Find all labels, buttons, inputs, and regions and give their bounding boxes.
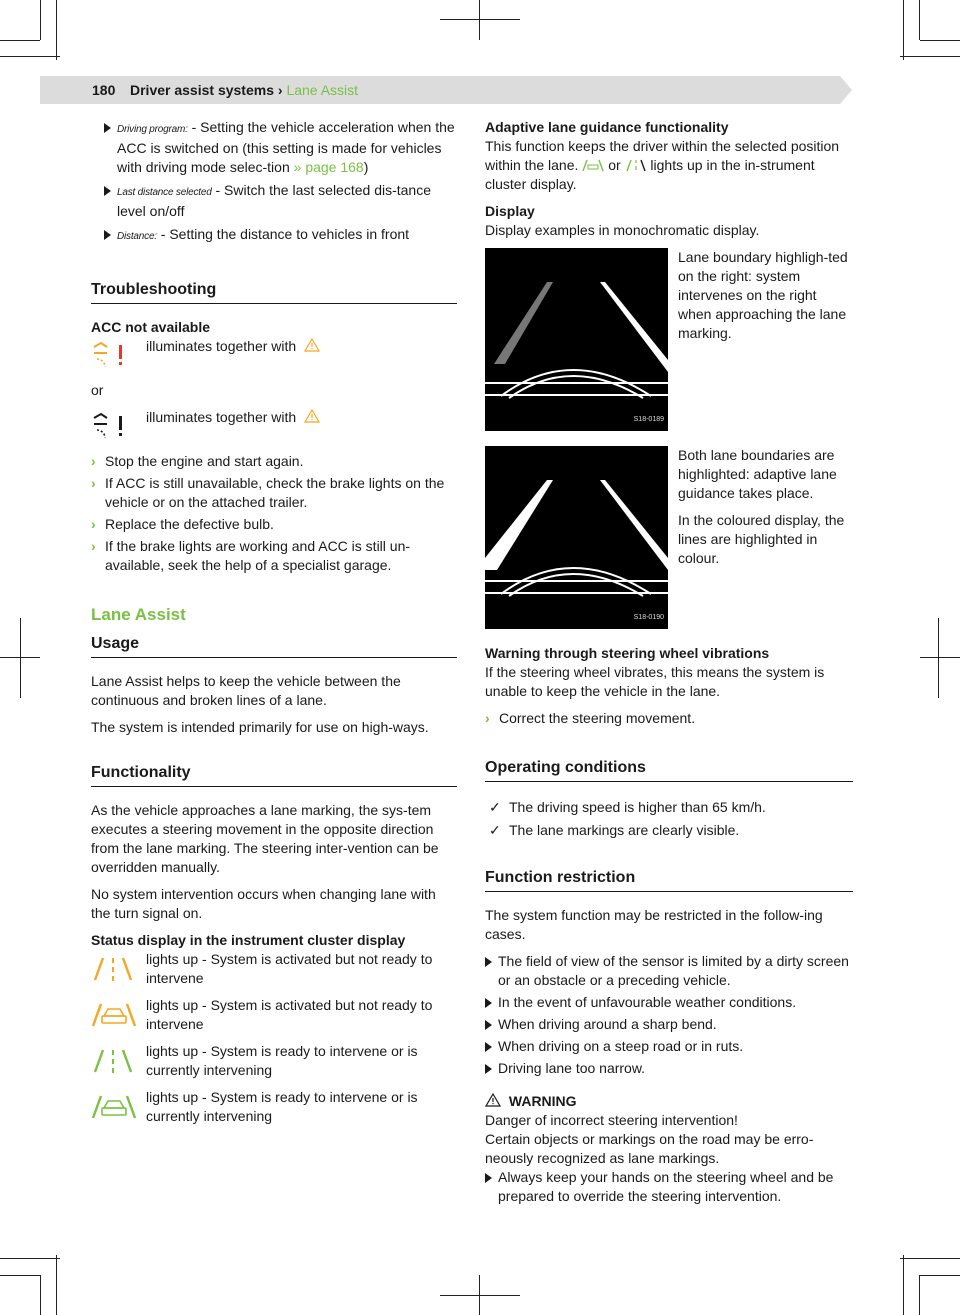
triangle-bullet-icon	[485, 1042, 492, 1052]
acc-fault-black-icon	[91, 410, 127, 442]
left-column	[91, 118, 457, 1134]
chevron-bullet-icon: ›	[91, 538, 96, 554]
lane-display-image	[485, 446, 668, 629]
figure-caption-text: In the coloured display, the lines are highlighted in colour.	[678, 512, 845, 566]
menu-item-text: - Setting the distance to vehicles in front	[156, 226, 410, 242]
warning-triangle-icon	[485, 1093, 501, 1107]
crop-mark	[938, 618, 939, 698]
figure-caption	[678, 446, 853, 576]
acc-not-available-heading: ACC not available	[91, 319, 211, 335]
operating-conditions-heading: Operating conditions	[485, 758, 853, 782]
triangle-bullet-icon	[485, 998, 492, 1008]
display-heading: Display	[485, 203, 535, 219]
crop-mark	[0, 1275, 40, 1276]
figure-code: S18-0190	[633, 614, 664, 621]
lane-lines-orange-icon	[91, 952, 135, 984]
or-text: or	[608, 157, 621, 173]
troubleshooting-heading: Troubleshooting	[91, 280, 457, 304]
crop-mark	[903, 1255, 904, 1315]
crop-mark	[40, 1275, 41, 1315]
display-figure	[485, 248, 853, 434]
lane-lines-green-icon	[91, 1044, 135, 1076]
condition-text: The driving speed is higher than 65 km/h.	[509, 799, 766, 815]
crop-mark	[479, 1275, 480, 1315]
crop-mark	[920, 657, 960, 658]
right-column	[485, 118, 853, 1209]
functionality-heading: Functionality	[91, 763, 457, 787]
menu-item-label: Driving program:	[117, 124, 188, 135]
function-restriction-heading: Function restriction	[485, 868, 853, 892]
crop-mark	[56, 0, 57, 60]
warning-box	[485, 1092, 853, 1206]
restriction-item	[485, 1059, 853, 1078]
display-figure	[485, 446, 853, 632]
display-subtitle: Display examples in monochromatic display.	[485, 222, 760, 238]
lane-assist-heading: Lane Assist	[91, 605, 186, 624]
triangle-bullet-icon	[104, 230, 111, 240]
figure-caption-text: Lane boundary highligh-ted on the right: system intervenes on the right when approaching the lane marking.	[678, 249, 848, 341]
breadcrumb	[130, 82, 358, 98]
menu-item	[91, 181, 457, 221]
figure-code: S18-0189	[633, 416, 664, 423]
illuminates-text: illuminates together with	[146, 338, 297, 354]
vibration-paragraph: If the steering wheel vibrates, this means the system is unable to keep the vehicle in the lane.	[485, 664, 825, 699]
triangle-bullet-icon	[485, 957, 492, 967]
lane-car-green-icon	[91, 1090, 137, 1122]
restriction-text: Driving lane too narrow.	[498, 1060, 646, 1076]
acc-warning-row	[91, 408, 457, 446]
chevron-bullet-icon: ›	[91, 453, 96, 469]
status-text: lights up - System is activated but not ready to intervene	[146, 997, 433, 1032]
crop-mark	[0, 1258, 60, 1259]
page-number: 180	[92, 82, 116, 98]
status-item	[91, 950, 457, 990]
crop-mark	[900, 1258, 960, 1259]
warning-triangle-icon	[304, 338, 320, 352]
restriction-text: The field of view of the sensor is limited by a dirty screen or an obstacle or a preceding vehicle.	[498, 953, 849, 988]
restriction-text: In the event of unfavourable weather conditions.	[498, 994, 797, 1010]
warning-step-text: Always keep your hands on the steering wheel and be prepared to override the steering intervention.	[498, 1169, 834, 1204]
restriction-item	[485, 1037, 853, 1056]
step-text: If ACC is still unavailable, check the brake lights on the vehicle or on the attached trailer.	[105, 475, 445, 510]
step-text: If the brake lights are working and ACC is still un-available, seek the help of a specialist garage.	[105, 538, 411, 573]
functionality-paragraph: No system intervention occurs when changing lane with the turn signal on.	[91, 886, 436, 921]
illuminates-text: illuminates together with	[146, 409, 297, 425]
menu-item	[91, 118, 457, 177]
adaptive-heading: Adaptive lane guidance functionality	[485, 119, 729, 135]
restriction-text: When driving on a steep road or in ruts.	[498, 1038, 744, 1054]
status-item	[91, 996, 457, 1036]
menu-item-label: Last distance selected	[117, 187, 212, 198]
step-item	[91, 474, 457, 512]
page-link[interactable]: » page 168	[293, 159, 364, 175]
condition-item	[485, 798, 853, 817]
warning-text: Certain objects or markings on the road may be erro-neously recognized as lane markings.	[485, 1131, 814, 1166]
lane-right-highlighted-graphic	[485, 248, 668, 431]
status-display-heading: Status display in the instrument cluster display	[91, 932, 406, 948]
acc-fault-orange-icon	[91, 339, 127, 371]
step-item	[91, 452, 457, 471]
usage-heading: Usage	[91, 634, 457, 658]
crop-mark	[479, 0, 480, 40]
page-header	[40, 76, 852, 104]
breadcrumb-section: Driver assist systems	[130, 82, 274, 98]
triangle-bullet-icon	[104, 186, 111, 196]
step-item	[485, 709, 853, 728]
status-text: lights up - System is ready to intervene or is currently intervening	[146, 1043, 418, 1078]
restriction-item	[485, 952, 853, 990]
crop-mark	[0, 40, 40, 41]
warning-triangle-icon	[304, 409, 320, 423]
condition-text: The lane markings are clearly visible.	[509, 822, 740, 838]
figure-caption-text: Both lane boundaries are highlighted: adaptive lane guidance takes place.	[678, 447, 837, 501]
checkmark-icon: ✓	[489, 822, 501, 838]
breadcrumb-subsection: Lane Assist	[286, 82, 359, 98]
restriction-item	[485, 1015, 853, 1034]
adaptive-text: This function keeps the driver within the selected position within the lane.	[485, 138, 840, 173]
status-text: lights up - System is ready to intervene or is currently intervening	[146, 1089, 418, 1124]
lane-display-image	[485, 248, 668, 431]
chevron-bullet-icon: ›	[485, 710, 490, 726]
usage-paragraph: Lane Assist helps to keep the vehicle between the continuous and broken lines of a lane.	[91, 673, 401, 708]
status-item	[91, 1042, 457, 1082]
menu-item-text: - Switch the last selected dis-tance level on/off	[117, 182, 431, 219]
crop-mark	[40, 0, 41, 40]
step-item	[91, 515, 457, 534]
crop-mark	[440, 19, 520, 20]
crop-mark	[920, 40, 960, 41]
crop-mark	[20, 618, 21, 698]
crop-mark	[920, 1275, 960, 1276]
step-text: Stop the engine and start again.	[105, 453, 304, 469]
lane-both-highlighted-graphic	[485, 446, 668, 629]
adaptive-paragraph	[485, 137, 853, 194]
menu-item	[91, 225, 457, 246]
chevron-bullet-icon: ›	[91, 516, 96, 532]
triangle-bullet-icon	[485, 1173, 492, 1183]
lane-car-green-icon	[582, 158, 604, 172]
status-item	[91, 1088, 457, 1128]
menu-item-text: - Setting the vehicle acceleration when the ACC is switched on (this setting is made for vehicles with driving mode selec-tion	[117, 119, 455, 175]
lane-lines-green-icon	[625, 158, 647, 172]
menu-item-tail: )	[363, 159, 369, 175]
warning-title: WARNING	[508, 1093, 577, 1109]
figure-caption	[678, 248, 853, 351]
lane-car-orange-icon	[91, 998, 137, 1030]
restriction-item	[485, 993, 853, 1012]
checkmark-icon: ✓	[489, 799, 501, 815]
condition-item	[485, 821, 853, 840]
warning-text: Danger of incorrect steering intervention!	[485, 1112, 738, 1128]
status-text: lights up - System is activated but not ready to intervene	[146, 951, 433, 986]
vibration-heading: Warning through steering wheel vibrations	[485, 645, 770, 661]
step-item	[91, 537, 457, 575]
crop-mark	[903, 0, 904, 60]
adaptive-text: lights up in the in-strument cluster display.	[485, 157, 815, 192]
triangle-bullet-icon	[104, 123, 111, 133]
step-text: Correct the steering movement.	[499, 710, 696, 726]
crop-mark	[919, 1275, 920, 1315]
menu-item-label: Distance:	[117, 231, 157, 242]
step-text: Replace the defective bulb.	[105, 516, 274, 532]
triangle-bullet-icon	[485, 1020, 492, 1030]
triangle-bullet-icon	[485, 1064, 492, 1074]
crop-mark	[0, 56, 60, 57]
chevron-bullet-icon: ›	[91, 475, 96, 491]
warning-step	[485, 1168, 853, 1206]
crop-mark	[440, 1295, 520, 1296]
crop-mark	[919, 0, 920, 40]
acc-warning-row	[91, 337, 457, 375]
crop-mark	[56, 1255, 57, 1315]
restriction-text: When driving around a sharp bend.	[498, 1016, 717, 1032]
warning-title-row	[485, 1092, 853, 1111]
usage-paragraph: The system is intended primarily for use on high-ways.	[91, 719, 429, 735]
restriction-paragraph: The system function may be restricted in the follow-ing cases.	[485, 907, 823, 942]
functionality-paragraph: As the vehicle approaches a lane marking, the sys-tem executes a steering movement in the opposite direction from the lane marking. The steering inter-vention can be overridden manually.	[91, 802, 439, 875]
crop-mark	[900, 56, 960, 57]
breadcrumb-separator: ›	[277, 82, 283, 98]
or-text: or	[91, 382, 104, 398]
